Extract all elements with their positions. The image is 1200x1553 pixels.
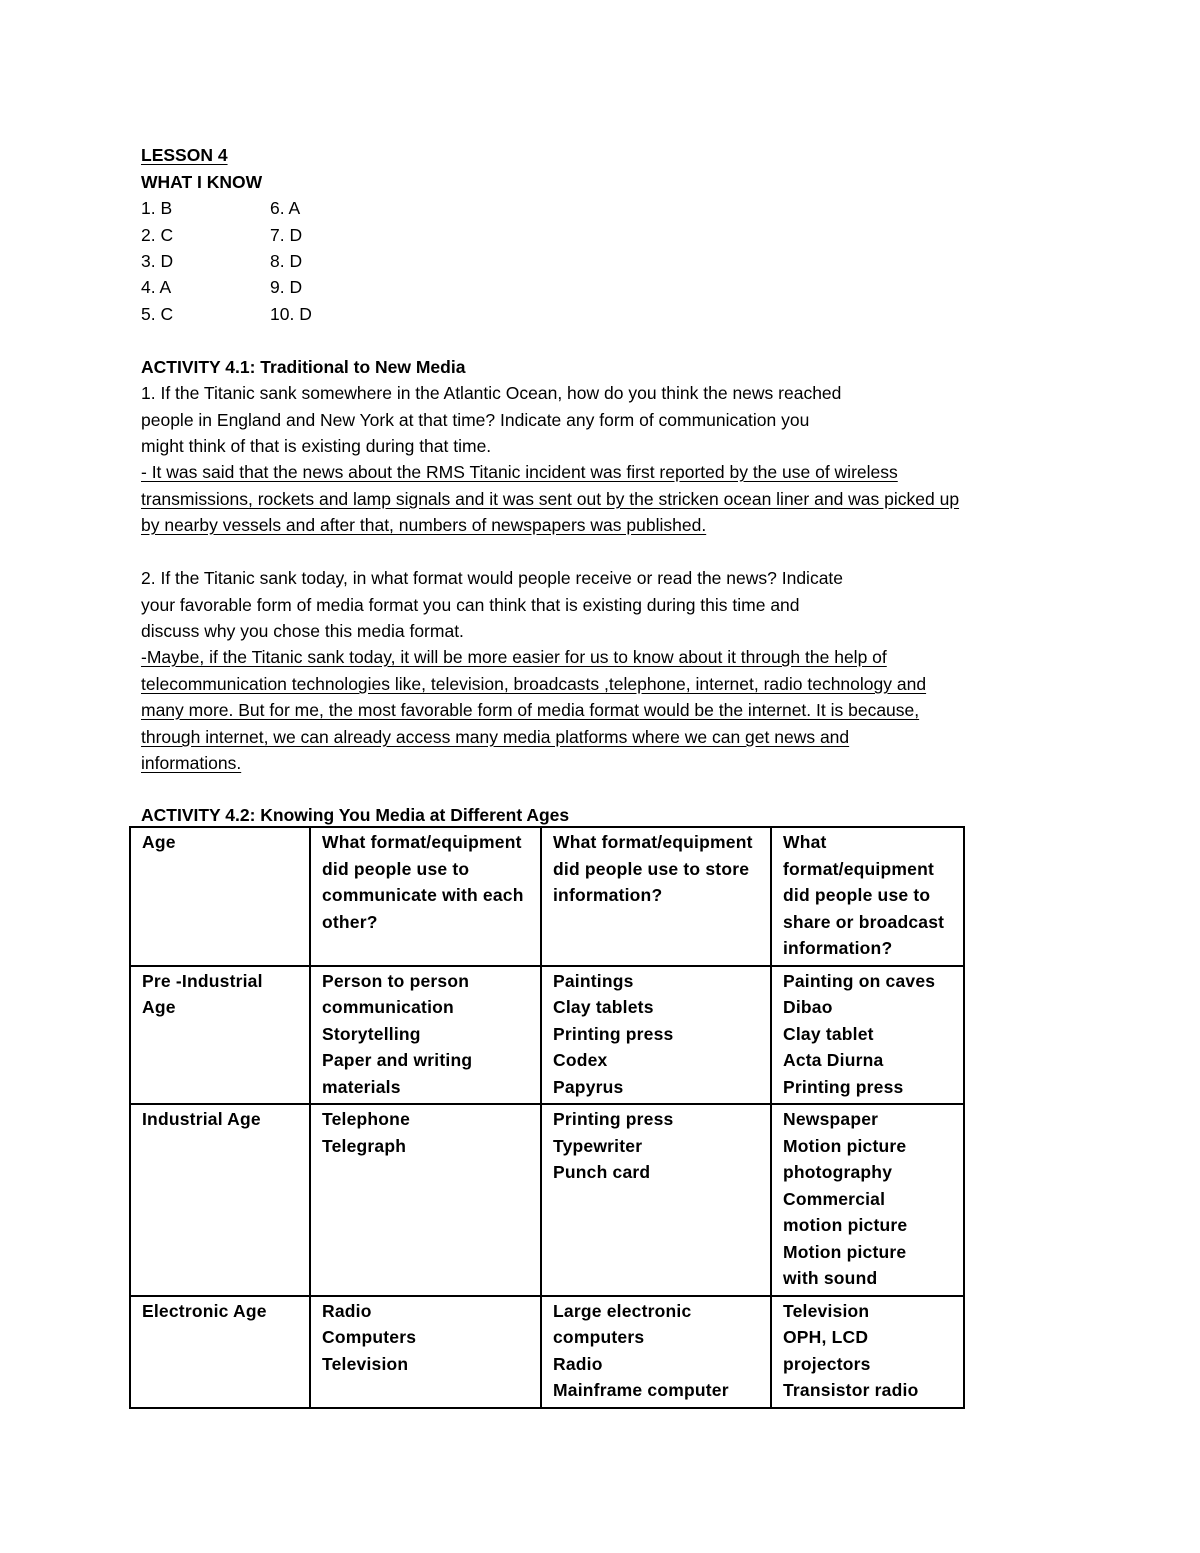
answer-2-line: through internet, we can already access many media platforms where we can get news and bbox=[141, 727, 850, 747]
age-cell bbox=[130, 966, 310, 1105]
cell-line: Telegraph bbox=[322, 1135, 407, 1156]
cell-line: Paintings bbox=[553, 970, 634, 991]
header-store: What format/equipment did people use to store information? bbox=[541, 827, 771, 966]
table-row bbox=[130, 966, 964, 1105]
cell-line: motion picture bbox=[783, 1215, 908, 1235]
cell-line: materials bbox=[322, 1076, 401, 1097]
cell-line: Printing press bbox=[553, 1023, 674, 1044]
cell-line: Newspaper bbox=[783, 1109, 879, 1129]
cell-line: computers bbox=[553, 1327, 645, 1347]
answer-item: 5. C bbox=[141, 304, 174, 324]
table-row bbox=[130, 1296, 964, 1408]
communicate-cell bbox=[310, 1296, 541, 1408]
answer-item: 8. D bbox=[270, 251, 303, 271]
cell-line: Clay tablet bbox=[783, 1023, 874, 1044]
table-row bbox=[130, 1104, 964, 1296]
cell-line: Electronic Age bbox=[142, 1300, 267, 1321]
cell-line: Television bbox=[783, 1300, 870, 1321]
cell-line: photography bbox=[783, 1162, 893, 1182]
question-2-line: discuss why you chose this media format. bbox=[141, 621, 464, 641]
cell-line: Typewriter bbox=[553, 1135, 643, 1156]
answer-item: 3. D bbox=[141, 251, 174, 271]
question-1-line: people in England and New York at that time? Indicate any form of communication you bbox=[141, 410, 810, 430]
age-cell bbox=[130, 1104, 310, 1296]
media-ages-table bbox=[129, 826, 965, 1409]
cell-line: Acta Diurna bbox=[783, 1050, 884, 1070]
age-cell bbox=[130, 1296, 310, 1408]
cell-line: Radio bbox=[322, 1300, 372, 1321]
answer-1-line: - It was said that the news about the RMS Titanic incident was first reported by the use of wireless bbox=[141, 462, 898, 482]
question-2-line: your favorable form of media format you can think that is existing during this time and bbox=[141, 595, 800, 615]
answer-2-line: -Maybe, if the Titanic sank today, it will be more easier for us to know about it through the help of bbox=[141, 647, 887, 667]
lesson-title: LESSON 4 bbox=[141, 145, 228, 165]
cell-line: Mainframe computer bbox=[553, 1380, 729, 1400]
answer-item: 4. A bbox=[141, 277, 172, 297]
share-cell bbox=[771, 1296, 964, 1408]
share-cell bbox=[771, 966, 964, 1105]
cell-line: Television bbox=[322, 1353, 409, 1374]
cell-line: Radio bbox=[553, 1353, 603, 1374]
cell-line: projectors bbox=[783, 1353, 871, 1374]
cell-line: Storytelling bbox=[322, 1023, 421, 1044]
header-share: What format/equipment did people use to share or broadcast information? bbox=[771, 827, 964, 966]
communicate-cell bbox=[310, 966, 541, 1105]
cell-line: Telephone bbox=[322, 1109, 411, 1129]
cell-line: Printing press bbox=[553, 1109, 674, 1129]
cell-line: Industrial Age bbox=[142, 1109, 261, 1129]
cell-line: Motion picture bbox=[783, 1135, 907, 1156]
cell-line: Pre -Industrial bbox=[142, 970, 263, 991]
answer-2-line: telecommunication technologies like, television, broadcasts ,telephone, internet, radio technology and bbox=[141, 674, 927, 694]
cell-line: Large electronic bbox=[553, 1300, 692, 1321]
cell-line: with sound bbox=[783, 1268, 878, 1288]
cell-line: OPH, LCD bbox=[783, 1327, 869, 1347]
answer-2-line: informations. bbox=[141, 753, 242, 773]
activity-42-heading: ACTIVITY 4.2: Knowing You Media at Different Ages bbox=[141, 805, 570, 825]
cell-line: Papyrus bbox=[553, 1076, 624, 1097]
header-age: Age bbox=[130, 827, 310, 966]
header-communicate: What format/equipment did people use to communicate with each other? bbox=[310, 827, 541, 966]
answer-1-line: transmissions, rockets and lamp signals and it was sent out by the stricken ocean liner and was picked up bbox=[141, 489, 960, 509]
cell-line: Transistor radio bbox=[783, 1380, 919, 1400]
cell-line: Age bbox=[142, 997, 176, 1017]
cell-line: Dibao bbox=[783, 997, 833, 1017]
cell-line: Computers bbox=[322, 1327, 417, 1347]
answer-2-line: many more. But for me, the most favorable form of media format would be the internet. It is because, bbox=[141, 700, 920, 720]
question-1-line: 1. If the Titanic sank somewhere in the Atlantic Ocean, how do you think the news reached bbox=[141, 383, 842, 403]
answer-item: 1. B bbox=[141, 198, 173, 218]
cell-line: Printing press bbox=[783, 1076, 904, 1097]
answer-item: 10. D bbox=[270, 304, 312, 324]
cell-line: Paper and writing bbox=[322, 1050, 473, 1070]
store-cell bbox=[541, 966, 771, 1105]
cell-line: Commercial bbox=[783, 1188, 886, 1209]
question-1-line: might think of that is existing during that time. bbox=[141, 436, 492, 456]
cell-line: Motion picture bbox=[783, 1241, 907, 1262]
answer-item: 9. D bbox=[270, 277, 303, 297]
cell-line: Painting on caves bbox=[783, 970, 936, 991]
cell-line: Person to person bbox=[322, 970, 470, 991]
activity-41-heading: ACTIVITY 4.1: Traditional to New Media bbox=[141, 357, 466, 377]
answer-item: 7. D bbox=[270, 225, 303, 245]
answer-item: 2. C bbox=[141, 225, 174, 245]
cell-line: Codex bbox=[553, 1050, 608, 1070]
answer-item: 6. A bbox=[270, 198, 301, 218]
store-cell bbox=[541, 1104, 771, 1296]
what-i-know-heading: WHAT I KNOW bbox=[141, 172, 263, 192]
cell-line: communication bbox=[322, 997, 454, 1017]
cell-line: Clay tablets bbox=[553, 997, 654, 1017]
share-cell bbox=[771, 1104, 964, 1296]
question-2-line: 2. If the Titanic sank today, in what format would people receive or read the news? Indicate bbox=[141, 568, 844, 588]
answer-1-line: by nearby vessels and after that, numbers of newspapers was published. bbox=[141, 515, 707, 535]
store-cell bbox=[541, 1296, 771, 1408]
cell-line: Punch card bbox=[553, 1162, 651, 1182]
table-header-row bbox=[130, 827, 964, 966]
communicate-cell bbox=[310, 1104, 541, 1296]
